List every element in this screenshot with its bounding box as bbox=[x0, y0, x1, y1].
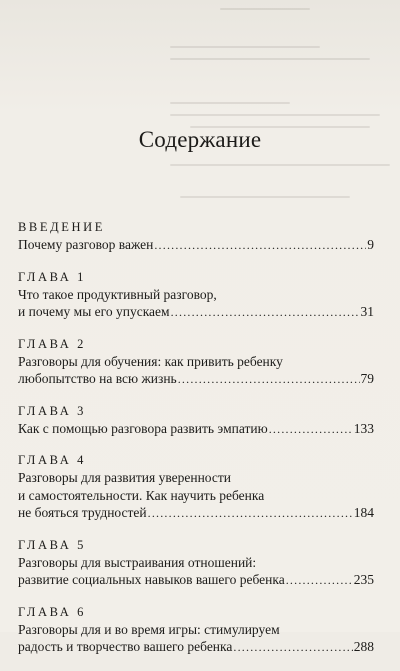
dot-leader bbox=[286, 572, 353, 590]
page-number: 184 bbox=[353, 505, 374, 520]
toc-entry[interactable] bbox=[18, 638, 374, 657]
toc-chapter bbox=[18, 219, 374, 255]
page-number: 235 bbox=[353, 572, 374, 587]
chapter-title-line: и самостоятельности. Как научить ребенка bbox=[18, 487, 265, 503]
chapter-label: ГЛАВА 4 bbox=[18, 453, 86, 467]
toc-entry[interactable] bbox=[18, 370, 374, 389]
dot-leader bbox=[178, 371, 360, 389]
toc-entry[interactable] bbox=[18, 420, 374, 439]
chapter-title-line: Что такое продуктивный разговор, bbox=[18, 286, 217, 302]
toc-entry[interactable] bbox=[18, 571, 374, 590]
toc-entry[interactable] bbox=[18, 504, 374, 523]
table-of-contents bbox=[18, 219, 374, 671]
chapter-label: ГЛАВА 3 bbox=[18, 403, 86, 418]
chapter-label: ГЛАВА 1 bbox=[18, 269, 86, 284]
page-number: 288 bbox=[353, 639, 374, 654]
chapter-label: ГЛАВА 2 bbox=[18, 336, 86, 351]
page-number: 9 bbox=[367, 237, 374, 252]
chapter-title-line: развитие социальных навыков вашего ребенка bbox=[18, 572, 285, 587]
chapter-title-line: радость и творчество вашего ребенка bbox=[18, 639, 233, 654]
chapter-title-line: Как с помощью разговора развить эмпатию bbox=[18, 420, 268, 436]
toc-chapter bbox=[18, 403, 374, 439]
chapter-title-line: Разговоры для развития уверенности bbox=[18, 470, 232, 485]
toc-chapter bbox=[18, 336, 374, 389]
chapter-title-line: Разговоры для обучения: как привить ребенку bbox=[18, 353, 283, 369]
chapter-label: ГЛАВА 6 bbox=[18, 604, 86, 619]
chapter-label: ВВЕДЕНИЕ bbox=[18, 220, 105, 234]
toc-chapter bbox=[18, 537, 374, 590]
page-number: 79 bbox=[360, 371, 374, 386]
toc-chapter bbox=[18, 604, 374, 657]
toc-entry[interactable] bbox=[18, 303, 374, 322]
chapter-title-line: Почему разговор важен bbox=[18, 237, 154, 252]
toc-chapter bbox=[18, 269, 374, 322]
chapter-title-line: любопытство на всю жизнь bbox=[18, 371, 177, 386]
page-number: 133 bbox=[353, 420, 374, 436]
page-title: Содержание bbox=[138, 127, 262, 152]
dot-leader bbox=[154, 237, 366, 255]
bleed-through-text bbox=[150, 0, 400, 220]
toc-chapter bbox=[18, 452, 374, 523]
page-number: 31 bbox=[360, 304, 374, 319]
chapter-title-line: и почему мы его упускаем bbox=[18, 304, 170, 319]
toc-entry[interactable] bbox=[18, 236, 374, 255]
dot-leader bbox=[148, 505, 353, 523]
dot-leader bbox=[269, 421, 353, 439]
chapter-title-line: Разговоры для и во время игры: стимулируем bbox=[18, 621, 280, 637]
chapter-title-line: не бояться трудностей bbox=[18, 505, 147, 520]
dot-leader bbox=[233, 639, 352, 657]
dot-leader bbox=[171, 304, 360, 322]
chapter-title-line: Разговоры для выстраивания отношений: bbox=[18, 554, 257, 570]
chapter-label: ГЛАВА 5 bbox=[18, 537, 86, 552]
